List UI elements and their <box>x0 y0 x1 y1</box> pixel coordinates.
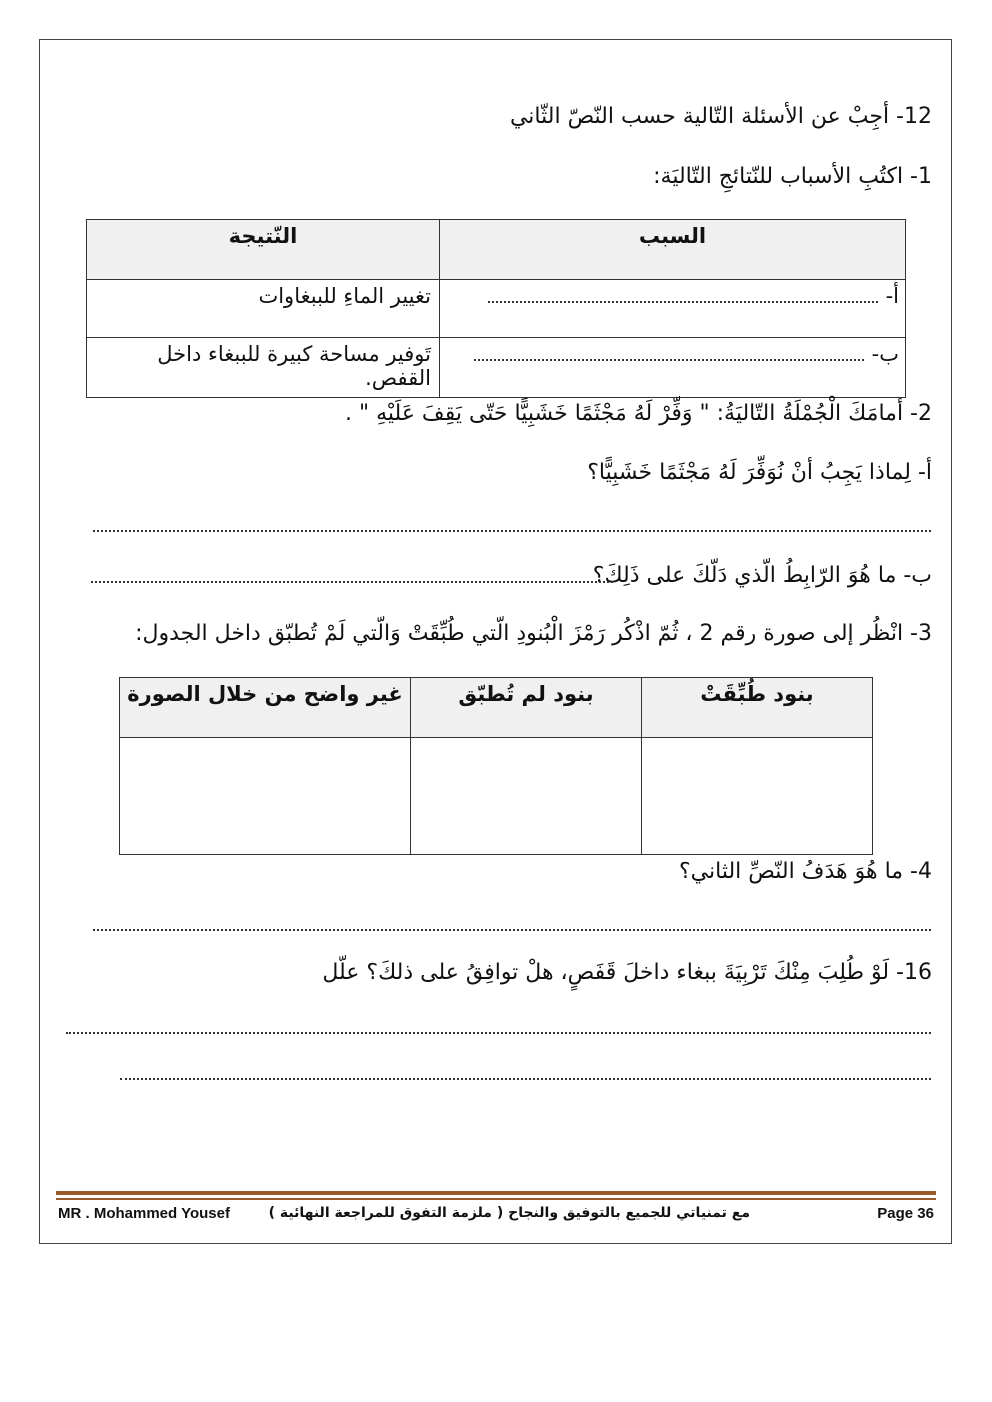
unclear-cell[interactable] <box>120 738 411 855</box>
footer-center: مع تمنياتي للجميع بالتوفيق والنجاح ( ملزمة التفوق للمراجعة النهائية ) <box>268 1205 750 1221</box>
result-cell: تغيير الماءِ للببغاوات <box>87 280 440 338</box>
answer-line[interactable] <box>93 929 931 931</box>
answer-dots <box>474 349 864 361</box>
q16-title: 16- لَوْ طُلِبَ مِنْكَ تَرْبِيَةَ ببغاء داخلَ قَفَصٍ، هلْ توافِقُ على ذلكَ؟ علّل <box>322 960 932 985</box>
items-table <box>119 677 873 855</box>
answer-line[interactable] <box>93 530 931 532</box>
footer-divider-thin <box>56 1198 936 1200</box>
table-row <box>87 280 906 338</box>
answer-dots <box>488 291 878 303</box>
footer-page-number: Page 36 <box>877 1205 934 1222</box>
col-cause-header: السبب <box>440 220 906 280</box>
q12-heading: 12- أجِبْ عن الأسئلة التّالية حسب النّصّ الثّاني <box>509 104 932 129</box>
q2-b: ب- ما هُوَ الرّابِطُ الّذي دَلّكَ على ذَلِكَ؟ <box>592 563 932 588</box>
row-label: أ- <box>885 284 899 308</box>
answer-line[interactable] <box>91 581 613 583</box>
footer-divider <box>56 1191 936 1195</box>
q1-title: 1- اكتُبِ الأسباب للنّتائجِ التّاليَة: <box>653 164 932 189</box>
col-result-header: النّتيجة <box>87 220 440 280</box>
answer-line[interactable] <box>120 1078 931 1080</box>
result-cell: تَوفير مساحة كبيرة للببغاء داخل القفص. <box>87 338 440 398</box>
col-applied-header: بنود طُبِّقَتْ <box>642 678 873 738</box>
col-not-applied-header: بنود لم تُطبّق <box>411 678 642 738</box>
answer-line[interactable] <box>66 1032 931 1034</box>
applied-cell[interactable] <box>642 738 873 855</box>
cause-cell-a[interactable] <box>440 280 906 338</box>
cause-cell-b[interactable] <box>440 338 906 398</box>
not-applied-cell[interactable] <box>411 738 642 855</box>
q2-title: 2- أمامَكَ الْجُمْلَةُ التّاليَةُ: " وَفِّرْ لَهُ مَجْثَمًا خَشَبِيًّا حَتّى يَقِفَ عَلَيْهِ " . <box>345 401 932 426</box>
q2-a: أ- لِماذا يَجِبُ أنْ نُوَفِّرَ لَهُ مَجْثَمًا خَشَبِيًّا؟ <box>587 460 932 485</box>
q3-title: 3- انْظُر إلى صورة رقم 2 ، ثُمّ اذْكُر رَمْزَ الْبُنودِ الّتي طُبِّقَتْ وَالّتي لَمْ تُطبّق داخل الجدول: <box>135 621 932 646</box>
causes-table <box>86 219 906 398</box>
table-row <box>87 338 906 398</box>
table-row <box>120 738 873 855</box>
q4-title: 4- ما هُوَ هَدَفُ النّصِّ الثاني؟ <box>678 859 932 884</box>
footer-author: MR . Mohammed Yousef <box>58 1205 230 1222</box>
col-unclear-header: غير واضح من خلال الصورة <box>120 678 411 738</box>
row-label: ب- <box>871 342 899 366</box>
